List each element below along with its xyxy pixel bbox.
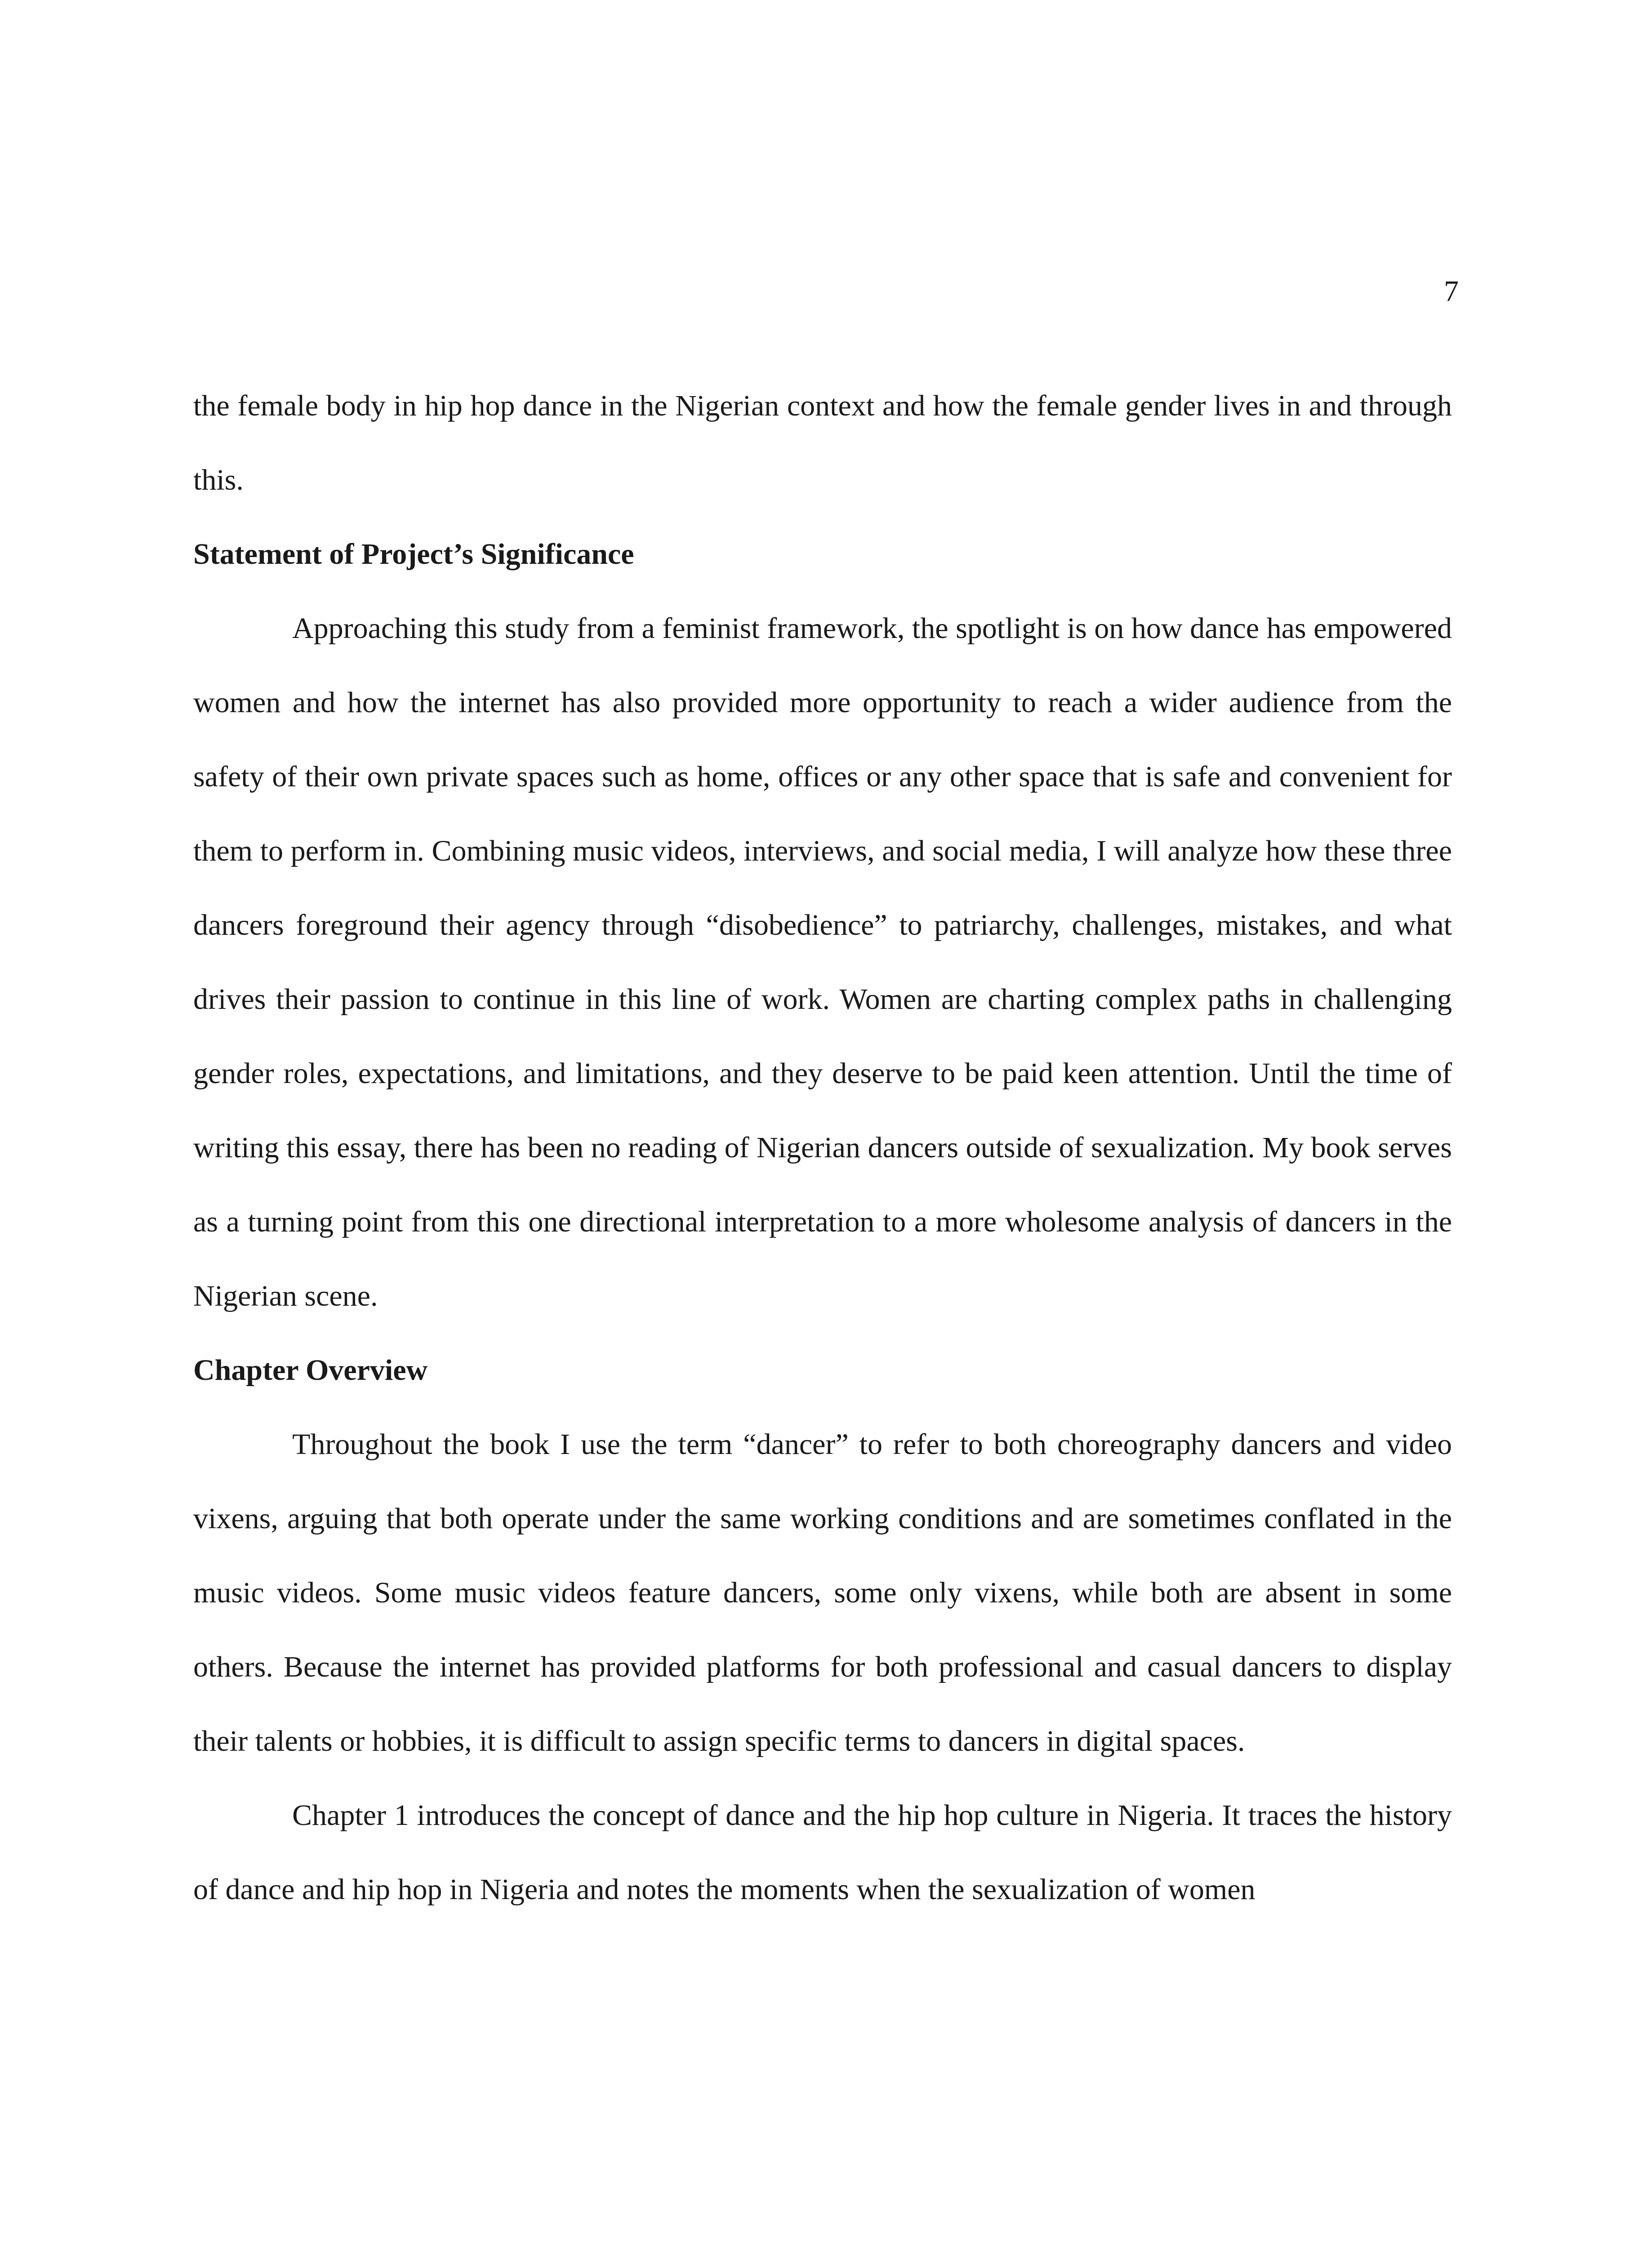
section-heading-significance: Statement of Project’s Significance — [193, 538, 634, 571]
overview-paragraph-1: Throughout the book I use the term “dancer” to refer to both choreography dancers and video vixens, arguing that both operate under the same working conditions and are sometimes conflated in the music videos. Some music videos feature dancers, some only vixens, while both are absent in some others. Because the internet has provided platforms for both professional and casual dancers to display their talents or hobbies, it is difficult to assign specific terms to dancers in digital spaces. — [193, 1428, 1452, 1757]
section-heading-chapter-overview: Chapter Overview — [193, 1354, 428, 1387]
page-body — [193, 369, 1452, 1927]
overview-paragraph-2: Chapter 1 introduces the concept of dance and the hip hop culture in Nigeria. It traces the history of dance and hip hop in Nigeria and notes the moments when the sexualization of women — [193, 1799, 1452, 1906]
significance-paragraph: Approaching this study from a feminist framework, the spotlight is on how dance has empowered women and how the internet has also provided more opportunity to reach a wider audience from the safety of their own private spaces such as home, offices or any other space that is safe and convenient for them to perform in. Combining music videos, interviews, and social media, I will analyze how these three dancers foreground their agency through “disobedience” to patriarchy, challenges, mistakes, and what drives their passion to continue in this line of work. Women are charting complex paths in challenging gender roles, expectations, and limitations, and they deserve to be paid keen attention. Until the time of writing this essay, there has been no reading of Nigerian dancers outside of sexualization. My book serves as a turning point from this one directional interpretation to a more wholesome analysis of dancers in the Nigerian scene. — [193, 612, 1452, 1312]
page-number: 7 — [1444, 275, 1459, 308]
continuation-paragraph: the female body in hip hop dance in the Nigerian context and how the female gender lives in and through this. — [193, 389, 1452, 496]
